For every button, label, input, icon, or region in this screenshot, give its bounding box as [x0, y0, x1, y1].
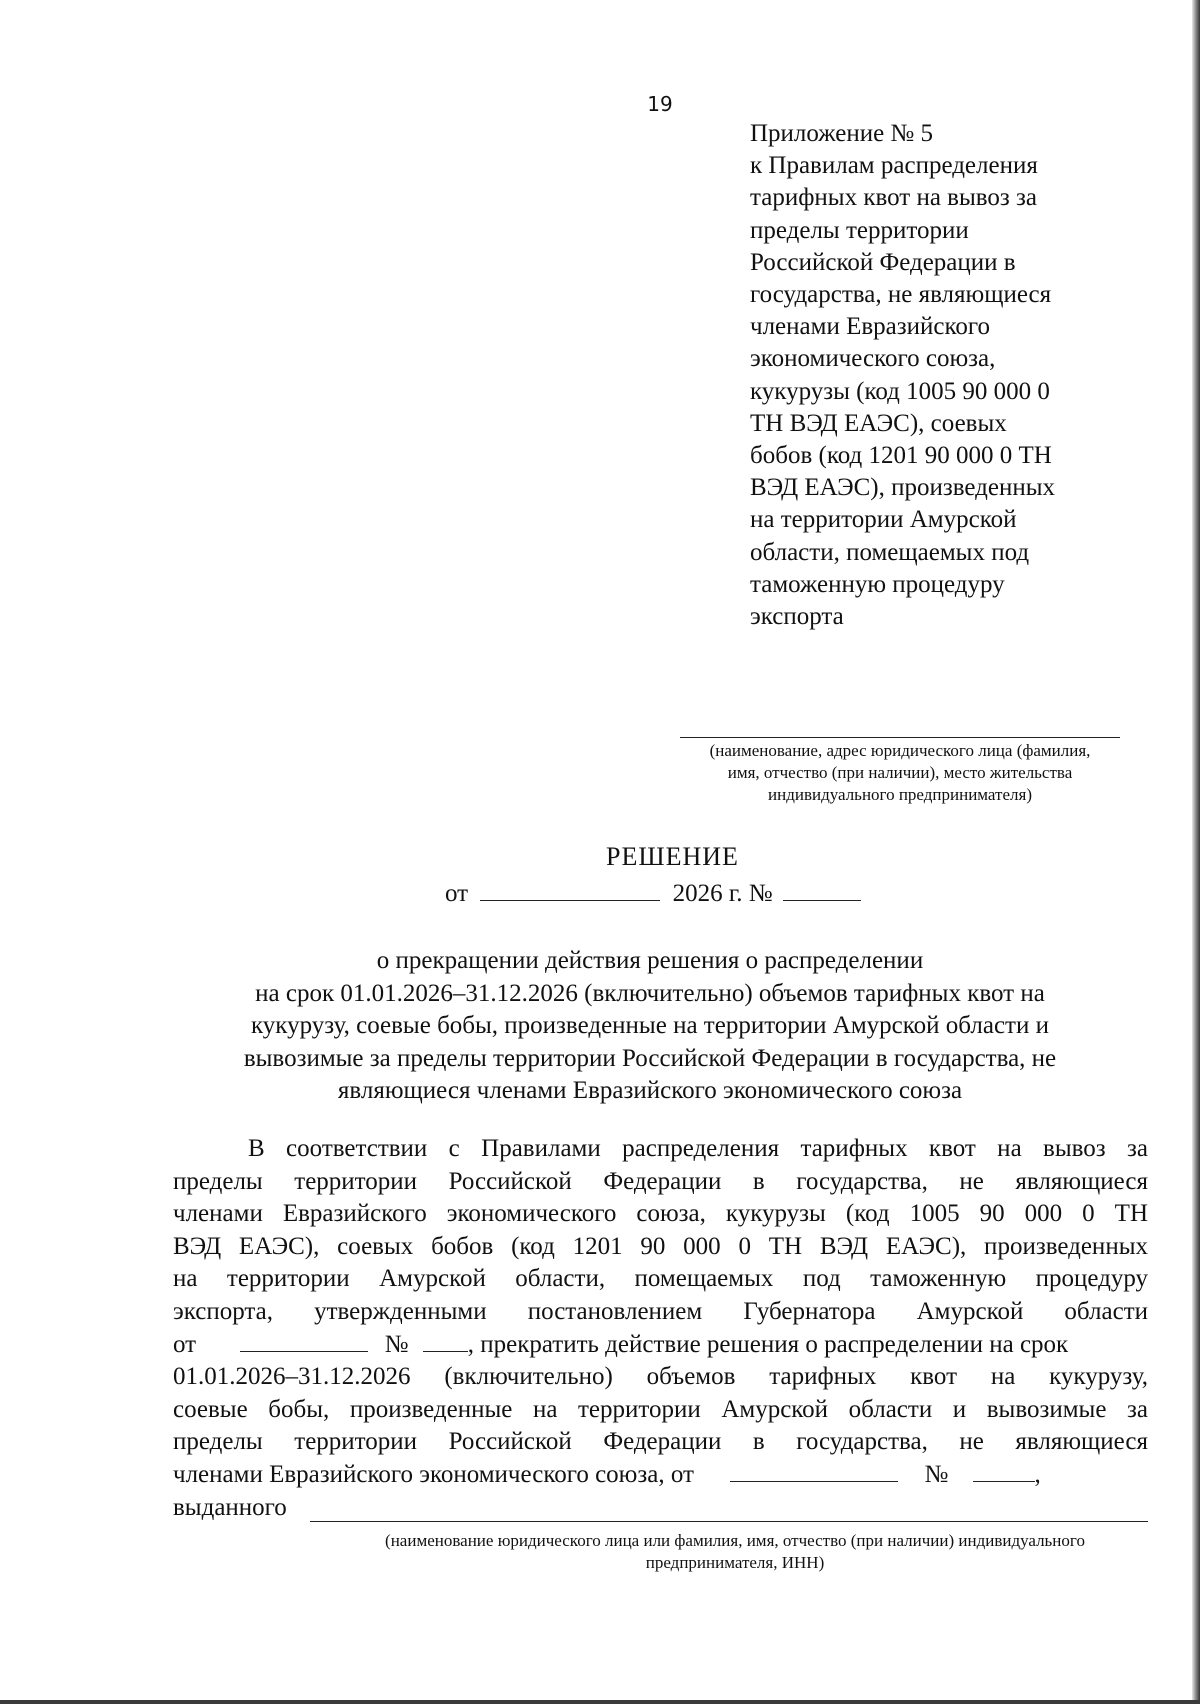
decision-ref-date-blank: [730, 1459, 898, 1482]
decision-ref-comma: ,: [1034, 1460, 1041, 1488]
appendix-line: тарифных квот на вывоз за: [750, 184, 1038, 212]
appendix-line: кукурузы (код 1005 90 000 0: [750, 377, 1050, 405]
body-line: пределы территории Российской Федерации в государства, не являющиеся: [173, 1428, 1148, 1456]
addressee-caption: [650, 740, 1150, 806]
resolution-number-blank: [423, 1329, 468, 1352]
issuer-blank-line: [310, 1521, 1148, 1522]
body-line: соевые бобы, произведенные на территории Амурской области и вывозимые за: [173, 1395, 1148, 1423]
addressee-blank-line: [680, 737, 1120, 738]
appendix-line: членами Евразийского: [750, 313, 990, 341]
issuer-caption: [240, 1530, 1200, 1574]
subject-line: вывозимые за пределы территории Российской Федерации в государства, не: [243, 1044, 1057, 1072]
document-title: РЕШЕНИЕ: [606, 842, 739, 871]
decision-number-blank: [783, 878, 861, 901]
appendix-line: экспорта: [750, 603, 844, 631]
date-year-number: 2026 г. №: [672, 880, 773, 907]
issuer-caption-line: (наименование юридического лица или фамилия, имя, отчество (при наличии) индивидуального: [385, 1531, 1085, 1550]
resolution-date-blank: [240, 1329, 368, 1352]
decision-ref-text: членами Евразийского экономического союза, от: [173, 1460, 694, 1488]
addressee-caption-line: (наименование, адрес юридического лица (фамилия,: [709, 741, 1091, 760]
decision-subject: [150, 945, 1150, 1108]
appendix-line: бобов (код 1201 90 000 0 ТН: [750, 442, 1052, 470]
body-line-issued: выданного: [173, 1493, 287, 1521]
body-line: членами Евразийского экономического союза, кукурузы (код 1005 90 000 0 ТН: [173, 1200, 1148, 1228]
body-line-decision-ref: [173, 1459, 1148, 1492]
appendix-line: экономического союза,: [750, 345, 996, 373]
decision-body: [173, 1133, 1148, 1524]
appendix-line: на территории Амурской: [750, 506, 1017, 534]
appendix-line: ТН ВЭД ЕАЭС), соевых: [750, 409, 1007, 437]
appendix-line: пределы территории: [750, 216, 969, 244]
resolution-from: от: [173, 1330, 197, 1358]
resolution-rest: , прекратить действие решения о распределении на срок: [467, 1330, 1069, 1358]
subject-line: являющиеся членами Евразийского экономического союза: [337, 1077, 963, 1104]
body-line: экспорта, утвержденными постановлением Губернатора Амурской области: [173, 1297, 1148, 1325]
decision-ref-num-sign: №: [924, 1460, 949, 1488]
appendix-line: области, помещаемых под: [750, 538, 1030, 566]
body-line: пределы территории Российской Федерации в государства, не являющиеся: [173, 1167, 1148, 1195]
appendix-block: [750, 118, 1110, 633]
body-line: 01.01.2026–31.12.2026 (включительно) объемов тарифных квот на кукурузу,: [173, 1363, 1148, 1391]
date-blank: [480, 878, 660, 901]
issuer-caption-line: предпринимателя, ИНН): [645, 1553, 825, 1572]
addressee-caption-line: имя, отчество (при наличии), место жительства: [727, 763, 1073, 782]
appendix-line: Российской Федерации в: [750, 248, 1016, 276]
resolution-num-sign: №: [384, 1330, 409, 1358]
decision-ref-number-blank: [973, 1459, 1035, 1482]
body-line: на территории Амурской области, помещаемых под таможенную процедуру: [173, 1265, 1148, 1293]
subject-line: о прекращении действия решения о распределении: [376, 947, 924, 974]
decision-date-line: [445, 878, 861, 908]
page-number: 19: [647, 92, 673, 116]
appendix-line: государства, не являющиеся: [750, 281, 1052, 309]
appendix-line: таможенную процедуру: [750, 570, 1005, 598]
addressee-caption-line: индивидуального предпринимателя): [768, 785, 1032, 804]
body-line: В соответствии с Правилами распределения тарифных квот на вывоз за: [248, 1135, 1148, 1162]
appendix-line: к Правилам распределения: [750, 152, 1038, 180]
body-line: ВЭД ЕАЭС), соевых бобов (код 1201 90 000 0 ТН ВЭД ЕАЭС), произведенных: [173, 1232, 1148, 1260]
date-prefix: от: [445, 880, 469, 907]
body-line-resolution-date: [173, 1329, 1148, 1362]
page-edge-bottom: [0, 1700, 1200, 1704]
subject-line: на срок 01.01.2026–31.12.2026 (включительно) объемов тарифных квот на: [255, 979, 1045, 1007]
subject-line: кукурузу, соевые бобы, произведенные на территории Амурской области и: [251, 1012, 1049, 1039]
appendix-line: Приложение № 5: [750, 120, 934, 147]
appendix-line: ВЭД ЕАЭС), произведенных: [750, 474, 1056, 502]
